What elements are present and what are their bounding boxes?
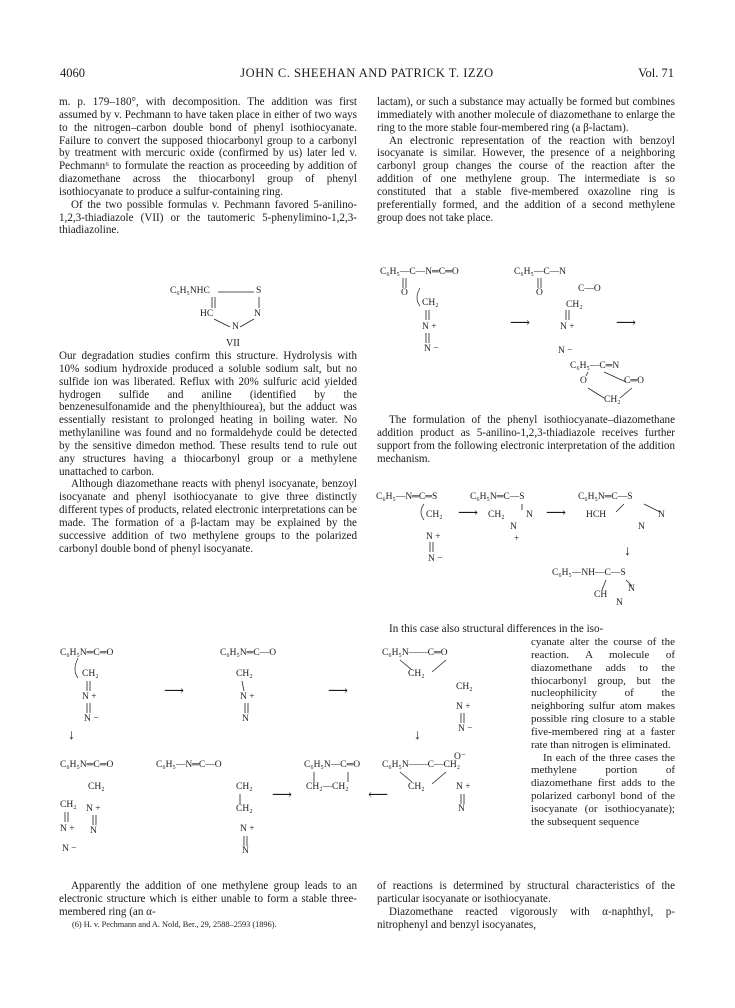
right-column-bottom-text — [377, 880, 675, 931]
chem-label: C₆H₅N═C═O — [60, 648, 114, 658]
chem-label: + — [514, 534, 520, 544]
chem-label: C═O — [624, 376, 644, 386]
chem-label: N + — [560, 322, 575, 332]
right-column-text-3 — [377, 623, 675, 636]
chem-label: N + — [82, 692, 97, 702]
chem-label: N − — [558, 346, 573, 356]
chem-label: N — [242, 846, 249, 856]
structure-label: VII — [226, 338, 240, 349]
chem-label: CH₂ — [422, 298, 439, 308]
chem-label: CH — [594, 590, 608, 600]
paragraph: In each of the three cases the methylene portion of diazomethane first adds to the polarized carbonyl bond of the isocyanate (or isothiocyanate); the subsequent sequence — [531, 751, 675, 828]
chem-label: N − — [458, 724, 473, 734]
paragraph: Of the two possible formulas v. Pechmann favored 5-anilino-1,2,3-thiadiazole (VII) or the tautomeric 5-phenylimino-1,2,3-thiadiazoline. — [59, 198, 357, 237]
chem-label: N — [254, 309, 261, 319]
paragraph: lactam), or such a substance may actually be formed but combines immediately with another molecule of diazomethane to enlarge the ring to the more stable four-membered ring (a β-lactam). — [377, 96, 675, 134]
chem-label: N + — [456, 782, 471, 792]
left-column-text-2 — [59, 350, 357, 556]
chem-label: N − — [62, 844, 77, 854]
chem-label: N — [526, 510, 533, 520]
scheme-bonds — [376, 486, 681, 611]
reaction-arrow: ⟶ — [546, 506, 567, 521]
chem-label: N — [616, 598, 623, 608]
reaction-arrow: ↓ — [414, 728, 421, 743]
reaction-arrow: ↓ — [68, 728, 75, 743]
chem-label: CH₂ — [456, 682, 473, 692]
chem-label: CH₂ — [408, 782, 425, 792]
reaction-arrow: ⟶ — [510, 316, 531, 331]
paragraph: An electronic representation of the reaction with benzoyl isocyanate is similar. However, the presence of a neighboring carbonyl group changes the course of the reaction after the addition of one methylene group. The intermediate is so constituted that a stable five-membered oxazoline ring is preferentially formed, and the addition of a second methylene group does not take place. — [377, 134, 675, 224]
page-header — [60, 66, 674, 84]
running-title: JOHN C. SHEEHAN AND PATRICK T. IZZO — [240, 66, 494, 80]
chem-label: CH₂ — [426, 510, 443, 520]
chem-label: C₆H₅N——C—CH₂ — [382, 760, 461, 770]
reaction-arrow: ⟶ — [164, 684, 185, 699]
chem-label: C₆H₅N═C═O — [60, 760, 114, 770]
reaction-arrow: ↓ — [624, 544, 631, 559]
left-column-text — [59, 96, 357, 237]
paragraph: In this case also structural differences in the iso- — [389, 623, 604, 635]
paragraph: of reactions is determined by structural characteristics of the particular isocyanate or isothiocyanate. — [377, 880, 675, 905]
chem-label: N + — [456, 702, 471, 712]
chem-label: CH₂ — [408, 669, 425, 679]
chem-label: C₆H₅—C—N═C═O — [380, 267, 459, 277]
reaction-arrow: ⟶ — [272, 788, 293, 803]
scheme-bonds — [380, 262, 680, 412]
chem-label: CH₂ — [88, 782, 105, 792]
chem-label: N + — [240, 824, 255, 834]
chem-label: C₆H₅N═C—S — [470, 492, 525, 502]
chem-label: C₆H₅—N═C—O — [156, 760, 222, 770]
chem-label: N — [242, 714, 249, 724]
paragraph: Although diazomethane reacts with phenyl isocyanate, benzoyl isocyanate and phenyl isothiocyanate to give three distinctly different types of products, related electronic interpretations can be made. The formation of a β-lactam may be explained by the successive addition of two methylene groups to the polarized carbonyl double bond of phenyl isocyanate. — [59, 478, 357, 555]
chem-label: C—O — [578, 284, 601, 294]
chem-label: N + — [426, 532, 441, 542]
chem-label: N — [232, 322, 239, 332]
chem-label: CH₂ — [236, 804, 253, 814]
reaction-arrow: ⟶ — [616, 316, 637, 331]
isocyanate-scheme — [60, 642, 530, 867]
chem-label: N — [90, 826, 97, 836]
reaction-arrow: ⟶ — [328, 684, 349, 699]
chem-label: N — [458, 804, 465, 814]
chem-label: S — [256, 286, 262, 296]
chem-label: C₆H₅—NH—C—S — [552, 568, 626, 578]
footnote: (6) H. v. Pechmann and A. Nold, Ber., 29, 2588–2593 (1896). — [72, 920, 277, 929]
chem-label: HC — [200, 309, 214, 319]
chem-label: C₆H₅N——C═O — [382, 648, 448, 658]
chem-label: CH₂ — [236, 669, 253, 679]
chem-label: CH₂ — [60, 800, 77, 810]
volume-label: Vol. 71 — [638, 66, 674, 80]
chem-label: CH₂ — [566, 300, 583, 310]
chem-label: CH₂ — [604, 395, 621, 405]
chem-label: C₆H₅N═C—S — [578, 492, 633, 502]
paragraph: cyanate alter the course of the reaction. A molecule of diazomethane adds to the thiocarbonyl group, but the nucleophilicity of the neighboring sulfur atom makes possible ring closure to a stable five-membered ring at a faster rate than nitrogen is eliminated. — [531, 636, 675, 751]
scheme-bonds — [60, 642, 530, 867]
paragraph: The formulation of the phenyl isothiocyanate–diazomethane addition product as 5-anilino-1,2,3-thiadiazole receives further support from the following electronic interpretation of the addition mechanism. — [377, 414, 675, 465]
paragraph: m. p. 179–180°, with decomposition. The addition was first assumed by v. Pechmann to have taken place in either of two ways to the nitrogen–carbon double bond of phenyl isothiocyanate. Failure to convert the supposed thiocarbonyl group to a carbonyl by treatment with mercuric oxide (confirmed by us) later led v. Pechmann⁶ to formulate the reaction as proceeding by addition of diazomethane across the thiocarbonyl group of phenyl isothiocyanate to produce a sulfur-containing ring. — [59, 96, 357, 198]
benzoyl-scheme — [380, 262, 680, 412]
chem-label: C₆H₅NHC — [170, 286, 210, 296]
reaction-arrow: ⟵ — [368, 788, 389, 803]
right-column-text — [377, 96, 675, 224]
ring-bonds — [170, 286, 280, 346]
chem-label: CH₂ — [82, 669, 99, 679]
chem-label: N + — [422, 322, 437, 332]
chem-label: C₆H₅N═C—O — [220, 648, 277, 658]
paragraph: Diazomethane reacted vigorously with α-naphthyl, p-nitrophenyl and benzyl isocyanates, — [377, 905, 675, 931]
chem-label: O — [401, 288, 408, 298]
chem-label: C₆H₅—C—N — [514, 267, 567, 277]
chem-label: N − — [84, 714, 99, 724]
thiocyanate-scheme — [376, 486, 681, 611]
right-narrow-text — [531, 636, 675, 829]
page-number: 4060 — [60, 66, 85, 80]
paragraph: Apparently the addition of one methylene group leads to an electronic structure which is either unable to form a stable three-membered ring (an α- — [59, 880, 357, 918]
chem-label: C₆H₅—N═C═S — [376, 492, 438, 502]
chem-label: N — [658, 510, 665, 520]
chem-label: O⁻ — [454, 752, 466, 762]
chem-label: N + — [86, 804, 101, 814]
chem-label: N — [628, 584, 635, 594]
chem-label: N − — [424, 344, 439, 354]
chem-label: CH₂ — [236, 782, 253, 792]
right-column-text-2 — [377, 414, 675, 465]
chem-label: CH₂ — [488, 510, 505, 520]
structure-vii — [170, 286, 280, 356]
paragraph: Our degradation studies confirm this structure. Hydrolysis with 10% sodium hydroxide produced a soluble sodium salt, but no sulfide ion was liberated. Reflux with 20% sulfuric acid yielded hydrogen sulfide and aniline (identified by the benzenesulfonamide and the phenylthiourea), but the adduct was essentially resistant to prolonged heating in boiling water. No methylaniline was found and no formaldehyde could be detected by the sensitive dimedon method. These results tend to rule out any structures having a thiocarbonyl group or a methylene unattached to carbon. — [59, 350, 357, 478]
chem-label: O — [580, 376, 587, 386]
chem-label: N — [638, 522, 645, 532]
chem-label: C₆H₅N—C═O — [304, 760, 361, 770]
chem-label: C₆H₅—C═N — [570, 361, 620, 371]
chem-label: N — [510, 522, 517, 532]
chem-label: N + — [240, 692, 255, 702]
chem-label: N + — [60, 824, 75, 834]
chem-label: CH₂—CH₂ — [306, 782, 349, 792]
chem-label: N − — [428, 554, 443, 564]
chem-label: O — [536, 288, 543, 298]
chem-label: HCH — [586, 510, 607, 520]
reaction-arrow: ⟶ — [458, 506, 479, 521]
left-column-bottom-text — [59, 880, 357, 919]
